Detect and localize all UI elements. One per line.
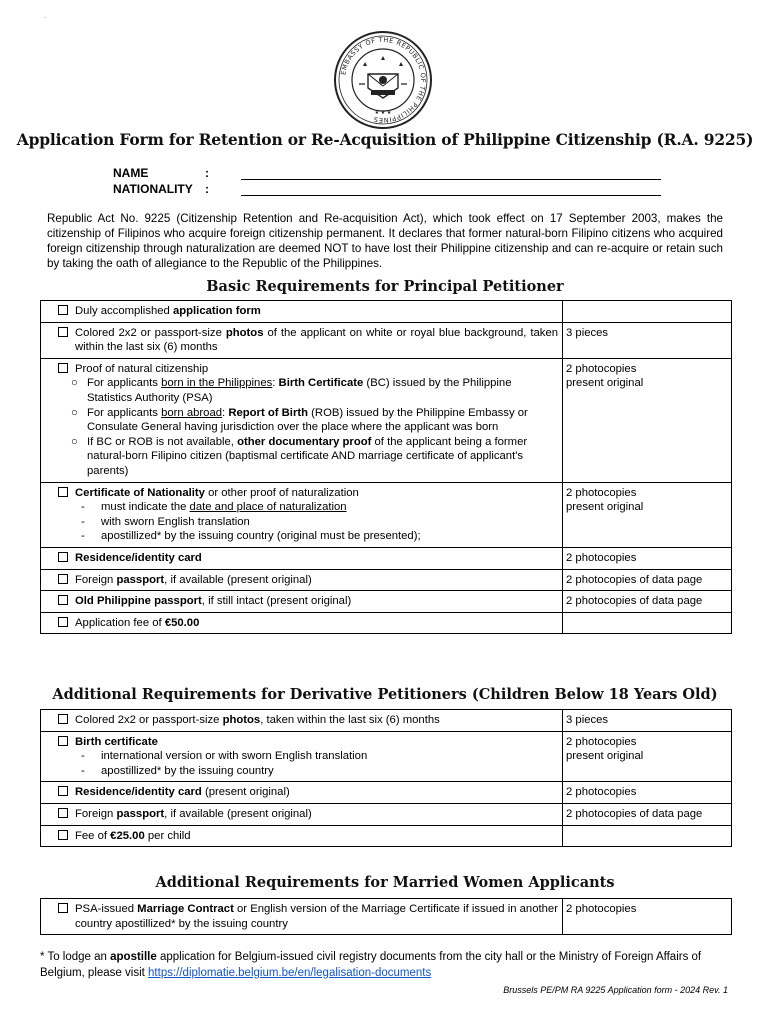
nationality-colon: : (205, 182, 209, 196)
name-input-line[interactable] (241, 167, 661, 180)
table-row (41, 782, 732, 804)
checkbox[interactable] (58, 830, 68, 840)
sub-item-text: must indicate the date and place of naturalization (101, 501, 347, 514)
checkbox[interactable] (58, 903, 68, 913)
quantity-cell (563, 612, 732, 634)
bullet-marker: ○ (71, 377, 78, 390)
table-row (41, 803, 732, 825)
checkbox[interactable] (58, 574, 68, 584)
table-row (41, 569, 732, 591)
quantity-cell: 2 photocopies (563, 547, 732, 569)
requirement-text: Certificate of Nationality or other proof of naturalization (75, 486, 359, 499)
sub-item-text: For applicants born abroad: Report of Birth (ROB) issued by the Philippine Embassy or Consulate General having jurisdiction over the place where the applicant was born (87, 406, 528, 434)
nationality-label: NATIONALITY (113, 182, 193, 196)
sub-item-text: If BC or ROB is not available, other documentary proof of the applicant being a former natural-born Filipino citizen (baptismal certificate AND marriage certificate of applicant's parents) (87, 435, 528, 477)
married-requirements-table (40, 898, 732, 935)
requirement-text: Colored 2x2 or passport-size photos, taken within the last six (6) months (75, 714, 440, 726)
table-row (41, 899, 732, 935)
requirement-text: Proof of natural citizenship (75, 362, 209, 375)
table-row (41, 301, 732, 323)
dash-marker: - (81, 764, 85, 777)
table-row (41, 482, 732, 547)
requirement-text: Foreign passport, if available (present original) (75, 807, 312, 820)
checkbox[interactable] (58, 808, 68, 818)
requirement-text: Duly accomplished application form (75, 305, 261, 317)
sub-item-text: international version or with sworn English translation (101, 750, 368, 763)
dash-marker: - (81, 530, 85, 543)
table-row (41, 612, 732, 634)
table-row (41, 591, 732, 613)
quantity-cell: 2 photocopies (563, 782, 732, 804)
form-revision-footer: Brussels PE/PM RA 9225 Application form - 2024 Rev. 1 (503, 985, 728, 995)
table-row (41, 322, 732, 358)
table-row (41, 710, 732, 732)
requirement-text: Application fee of €50.00 (75, 616, 200, 629)
requirement-text: Fee of €25.00 per child (75, 829, 191, 842)
requirement-text: Residence/identity card (75, 551, 202, 564)
quantity-cell: 2 photocopies (566, 362, 637, 375)
form-title: Application Form for Retention or Re-Acquisition of Philippine Citizenship (R.A. 9225) (16, 130, 754, 149)
quantity-cell (563, 825, 732, 847)
section-title-basic: Basic Requirements for Principal Petitioner (206, 278, 564, 295)
derivative-requirements-table (40, 709, 732, 847)
table-row (41, 825, 732, 847)
quantity-cell: 3 pieces (563, 322, 732, 358)
checkbox[interactable] (58, 487, 68, 497)
quantity-cell: 2 photocopies of data page (563, 591, 732, 613)
applicant-fields (113, 164, 661, 196)
basic-requirements-table (40, 300, 732, 634)
dash-marker: - (81, 515, 85, 528)
checkbox[interactable] (58, 552, 68, 562)
sub-item-text: with sworn English translation (101, 515, 250, 528)
nationality-input-line[interactable] (241, 183, 661, 196)
quantity-cell: 2 photocopies of data page (563, 569, 732, 591)
sub-item-text: For applicants born in the Philippines: Birth Certificate (BC) issued by the Philippine Statistics Authority (PSA) (87, 377, 512, 404)
checkbox[interactable] (58, 595, 68, 605)
section-title-married: Additional Requirements for Married Women Applicants (155, 874, 615, 891)
original-note: present original (566, 377, 644, 390)
checkbox[interactable] (58, 305, 68, 315)
quantity-cell: 2 photocopies (566, 486, 637, 499)
philippine-embassy-seal-icon (333, 30, 433, 130)
quantity-cell: 2 photocopies (563, 899, 732, 935)
checkbox[interactable] (58, 786, 68, 796)
dash-marker: - (81, 501, 85, 514)
checkbox[interactable] (58, 363, 68, 373)
checkbox[interactable] (58, 327, 68, 337)
section-title-derivative: Additional Requirements for Derivative Petitioners (Children Below 18 Years Old) (52, 686, 718, 703)
sub-item-text: apostillized* by the issuing country (101, 764, 274, 777)
checkbox[interactable] (58, 617, 68, 627)
requirement-text: Residence/identity card (present original) (75, 786, 290, 799)
table-row (41, 358, 732, 482)
original-note: present original (566, 501, 644, 514)
name-colon: : (205, 166, 209, 180)
dash-marker: - (81, 750, 85, 763)
requirement-text: Foreign passport, if available (present original) (75, 573, 312, 586)
table-row (41, 731, 732, 782)
name-field-row (113, 164, 661, 180)
scan-mark: ` (44, 16, 47, 25)
bullet-marker: ○ (71, 406, 78, 419)
name-label: NAME (113, 166, 149, 180)
nationality-field-row (113, 180, 661, 196)
intro-paragraph: Republic Act No. 9225 (Citizenship Retention and Re-acquisition Act), which took effect on 17 September 2003, makes the citizenship of Filipinos who acquire foreign citizenship permanent. It declares that former natural-born Filipino citizens who acquired foreign citizenship through naturalization are deemed NOT to have lost their Philippine citizenship and can re-acquire or retain such by taking the oath of allegiance to the Republic of the Philippines. (47, 212, 723, 270)
requirement-text: Old Philippine passport, if still intact (present original) (75, 595, 352, 608)
requirement-text: Colored 2x2 or passport-size photos of the applicant on white or royal blue background, taken within the last six (6) months (75, 326, 559, 354)
legalisation-link[interactable]: https://diplomatie.belgium.be/en/legalisation-documents (148, 966, 432, 979)
requirement-text: Birth certificate (75, 735, 158, 748)
apostille-footnote: * To lodge an apostille application for Belgium-issued civil registry documents from the city hall or the Ministry of Foreign Affairs of Belgium, please visit https://diplomatie.belgium.be/en/legalisation-documents (40, 951, 702, 979)
bullet-marker: ○ (71, 435, 78, 448)
svg-text:EMBASSY OF THE REPUBLIC OF THE: EMBASSY OF THE REPUBLIC OF THE PHILIPPINES (339, 35, 428, 125)
original-note: present original (566, 750, 644, 763)
sub-item-text: apostillized* by the issuing country (original must be presented); (101, 530, 421, 543)
quantity-cell: 2 photocopies of data page (563, 803, 732, 825)
quantity-cell (563, 301, 732, 323)
quantity-cell: 3 pieces (563, 710, 732, 732)
requirement-text: PSA-issued Marriage Contract or English version of the Marriage Certificate if issued in another country apostillized* by the issuing country (75, 903, 558, 930)
checkbox[interactable] (58, 714, 68, 724)
checkbox[interactable] (58, 736, 68, 746)
table-row (41, 547, 732, 569)
quantity-cell: 2 photocopies (566, 735, 637, 748)
svg-text:★ ★ ★: ★ ★ ★ (374, 110, 392, 116)
